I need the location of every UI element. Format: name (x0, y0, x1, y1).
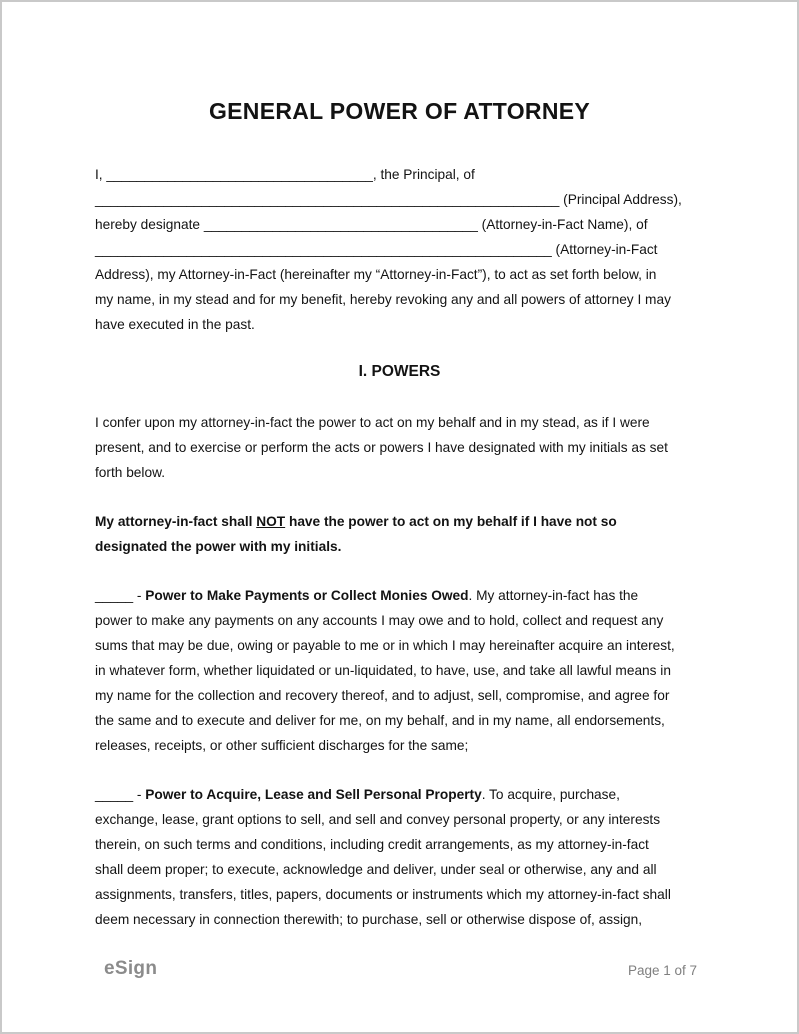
opening-line1-suffix: , the Principal, of (372, 167, 475, 182)
opening-line (95, 162, 711, 187)
power-body-line: my name for the collection and recovery thereof, and to adjust, sell, compromise, and agree for (95, 688, 670, 703)
power-title-line (95, 583, 711, 608)
power-body-line: sums that may be due, owing or payable to me or in which I may hereinafter acquire an interest, (95, 638, 675, 653)
not-emphasis: NOT (256, 514, 286, 529)
esign-logo: eSign (104, 958, 158, 979)
opening-line4-suffix: (Attorney-in-Fact (551, 242, 658, 257)
intro-line: I confer upon my attorney-in-fact the power to act on my behalf and in my stead, as if I were (95, 415, 650, 430)
attorney-in-fact-address-blank[interactable]: ____________________________________________________________ (95, 242, 552, 257)
page-title: GENERAL POWER OF ATTORNEY (208, 98, 591, 124)
power-title-after: . My attorney-in-fact has the (468, 588, 639, 603)
power-title: Power to Make Payments or Collect Monies Owed (145, 588, 469, 603)
power-body-line: power to make any payments on any accounts I may owe and to hold, collect and request any (95, 613, 664, 628)
opening-line3-prefix: hereby designate (95, 217, 204, 232)
opening-line1-prefix: I, (95, 167, 107, 182)
initials-notice-paragraph (95, 509, 711, 559)
power-title-after: . To acquire, purchase, (481, 787, 620, 802)
power-separator: - (133, 787, 146, 802)
opening-line (95, 212, 711, 237)
notice-line: designated the power with my initials. (95, 539, 342, 554)
notice-line (95, 509, 711, 534)
power-body-line: shall deem proper; to execute, acknowledge and deliver, under seal or otherwise, any and all (95, 862, 657, 877)
page-indicator: Page 1 of 7 (627, 963, 697, 978)
opening-line: my name, in my stead and for my benefit, hereby revoking any and all powers of attorney I may (95, 292, 671, 307)
power-item-payments (95, 583, 711, 758)
opening-paragraph (95, 162, 711, 337)
opening-line (95, 237, 711, 262)
principal-name-blank[interactable]: ___________________________________ (106, 167, 373, 182)
power-body-line: in whatever form, whether liquidated or un-liquidated, to have, use, and take all lawful means in (95, 663, 671, 678)
opening-line: have executed in the past. (95, 317, 255, 332)
opening-line: Address), my Attorney-in-Fact (hereinafter my “Attorney-in-Fact”), to act as set forth below, in (95, 267, 657, 282)
power-body-line: the same and to execute and deliver for me, on my behalf, and in my name, all endorsements, (95, 713, 665, 728)
power-body-line: therein, on such terms and conditions, including credit arrangements, as my attorney-in-fact (95, 837, 649, 852)
principal-address-blank[interactable]: _____________________________________________________________ (95, 192, 560, 207)
initials-blank[interactable]: _____ (95, 787, 134, 802)
intro-line: forth below. (95, 465, 166, 480)
power-item-personal-property (95, 782, 711, 932)
power-title: Power to Acquire, Lease and Sell Personal Property (145, 787, 482, 802)
powers-section-heading: I. POWERS (358, 363, 441, 380)
powers-intro-paragraph (95, 410, 711, 485)
power-body-line: assignments, transfers, titles, papers, documents or instruments which my attorney-in-fact shall (95, 887, 671, 902)
notice-after: have the power to act on my behalf if I have not so (285, 514, 617, 529)
initials-blank[interactable]: _____ (95, 588, 134, 603)
opening-line3-suffix: (Attorney-in-Fact Name), of (477, 217, 648, 232)
opening-line (95, 187, 711, 212)
power-body-line: exchange, lease, grant options to sell, and sell and convey personal property, or any interests (95, 812, 661, 827)
power-title-line (95, 782, 711, 807)
attorney-in-fact-name-blank[interactable]: ____________________________________ (203, 217, 478, 232)
intro-line: present, and to exercise or perform the acts or powers I have designated with my initials as set (95, 440, 668, 455)
power-body-line: releases, receipts, or other sufficient discharges for the same; (95, 738, 469, 753)
opening-line2-suffix: (Principal Address), (559, 192, 682, 207)
power-body-line: deem necessary in connection therewith; to purchase, sell or otherwise dispose of, assign, (95, 912, 643, 927)
power-separator: - (133, 588, 146, 603)
notice-before: My attorney-in-fact shall (95, 514, 257, 529)
